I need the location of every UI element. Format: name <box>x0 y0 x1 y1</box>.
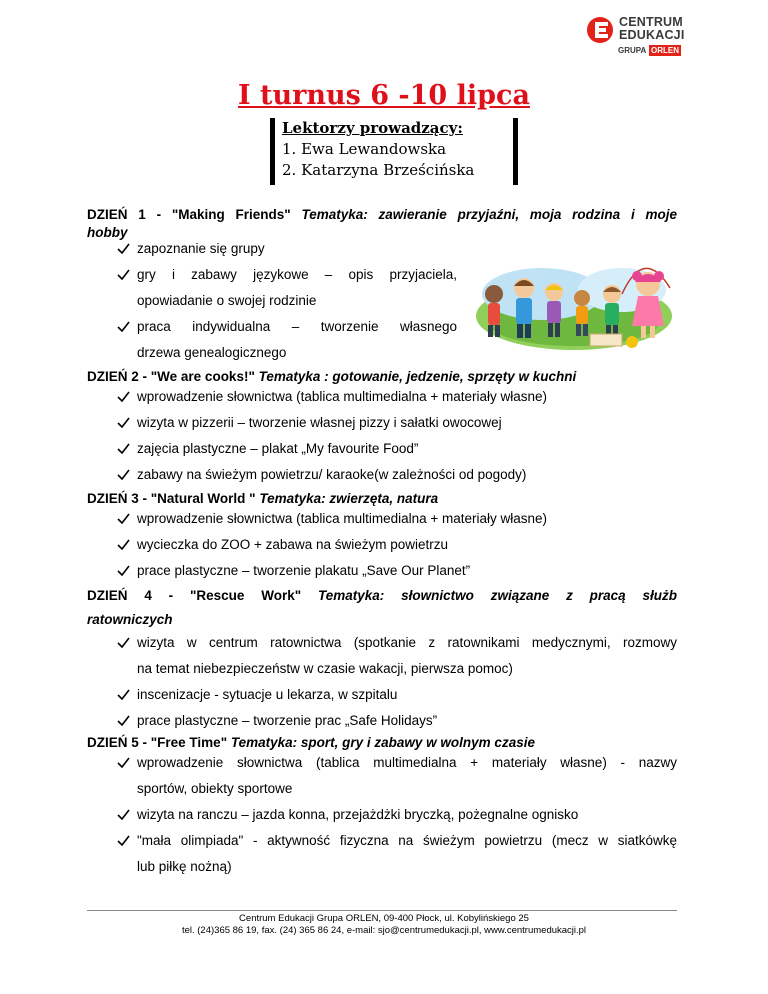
check-icon <box>117 314 131 332</box>
day-items <box>87 630 677 734</box>
check-icon <box>117 802 131 820</box>
list-item: "mała olimpiada" - aktywność fizyczna na świeżym powietrzu (mecz w siatkówkę lub piłkę nożną) <box>87 828 677 880</box>
check-icon <box>117 630 131 648</box>
list-item: prace plastyczne – tworzenie prac „Safe Holidays” <box>87 708 677 734</box>
list-item: gry i zabawy językowe – opis przyjaciela, opowiadanie o swojej rodzinie <box>87 262 457 314</box>
day-label: DZIEŃ 4 - "Rescue Work" <box>87 588 302 603</box>
check-icon <box>117 828 131 846</box>
check-icon <box>117 462 131 480</box>
list-item: wycieczka do ZOO + zabawa na świeżym powietrzu <box>87 532 677 558</box>
check-icon <box>117 436 131 454</box>
lektorzy-box <box>270 118 518 185</box>
lektor-name: 1. Ewa Lewandowska <box>282 140 447 158</box>
logo-line2: EDUKACJI <box>619 28 685 42</box>
list-item: zabawy na świeżym powietrzu/ karaoke(w zależności od pogody) <box>87 462 677 488</box>
logo-grupa: GRUPA <box>618 46 647 55</box>
check-icon <box>117 532 131 550</box>
footer-divider <box>87 910 677 911</box>
program-content <box>87 206 677 880</box>
centrum-edukacji-logo <box>586 14 686 58</box>
day-items <box>87 750 677 880</box>
check-icon <box>117 682 131 700</box>
day-label: DZIEŃ 2 - "We are cooks!" <box>87 369 255 384</box>
day-topic: Tematyka: sport, gry i zabawy w wolnym czasie <box>230 735 535 750</box>
day-topic: Tematyka: zawieranie przyjaźni, moja rodzina i moje <box>301 207 677 222</box>
list-item: wizyta w centrum ratownictwa (spotkanie z ratownikami medycznymi, rozmowy na temat niebezpieczeństw w czasie wakacji, pierwsza pomoc) <box>87 630 677 682</box>
day-topic: Tematyka: zwierzęta, natura <box>259 491 439 506</box>
check-icon <box>117 410 131 428</box>
footer-address: Centrum Edukacji Grupa ORLEN, 09-400 Płock, ul. Kobylińskiego 25 <box>239 913 529 924</box>
check-icon <box>117 506 131 524</box>
day-heading <box>87 584 677 632</box>
check-icon <box>117 384 131 402</box>
list-item: inscenizacje - sytuacje u lekarza, w szpitalu <box>87 682 677 708</box>
logo-e-icon <box>586 16 614 44</box>
day-items <box>87 384 677 488</box>
check-icon <box>117 750 131 768</box>
list-item: wizyta w pizzerii – tworzenie własnej pizzy i sałatki owocowej <box>87 410 677 436</box>
check-icon <box>117 236 131 254</box>
list-item: wprowadzenie słownictwa (tablica multimedialna + materiały własne) <box>87 384 677 410</box>
day-label: DZIEŃ 5 - "Free Time" <box>87 735 228 750</box>
logo-line1: CENTRUM <box>619 15 683 29</box>
check-icon <box>117 708 131 726</box>
day-items <box>87 506 677 584</box>
check-icon <box>117 262 131 280</box>
list-item: praca indywidualna – tworzenie własnego drzewa genealogicznego <box>87 314 457 366</box>
list-item: prace plastyczne – tworzenie plakatu „Save Our Planet” <box>87 558 677 584</box>
day-topic-cont: hobby <box>87 225 128 240</box>
day-label: DZIEŃ 1 - "Making Friends" <box>87 207 291 222</box>
day-label: DZIEŃ 3 - "Natural World " <box>87 491 256 506</box>
day-items <box>87 236 677 366</box>
footer-contact: tel. (24)365 86 19, fax. (24) 365 86 24, e-mail: sjo@centrumedukacji.pl, www.centrumedukacji.pl <box>181 925 587 936</box>
list-item: wizyta na ranczu – jazda konna, przejażdżki bryczką, pożegnalne ognisko <box>87 802 677 828</box>
footer <box>0 913 768 937</box>
day-topic: Tematyka: słownictwo związane z pracą służb <box>318 588 677 603</box>
lektorzy-heading: Lektorzy prowadzący: <box>282 119 463 137</box>
list-item: wprowadzenie słownictwa (tablica multimedialna + materiały własne) <box>87 506 677 532</box>
lektor-name: 2. Katarzyna Brześcińska <box>282 161 475 179</box>
list-item: wprowadzenie słownictwa (tablica multimedialna + materiały własne) - nazwy sportów, obiekty sportowe <box>87 750 677 802</box>
list-item: zapoznanie się grupy <box>87 236 677 262</box>
logo-orlen: ORLEN <box>651 46 679 55</box>
check-icon <box>117 558 131 576</box>
list-item: zajęcia plastyczne – plakat „My favourite Food” <box>87 436 677 462</box>
page-title: I turnus 6 -10 lipca <box>238 80 530 111</box>
day-topic-cont: ratowniczych <box>87 612 173 627</box>
day-topic: Tematyka : gotowanie, jedzenie, sprzęty w kuchni <box>258 369 577 384</box>
